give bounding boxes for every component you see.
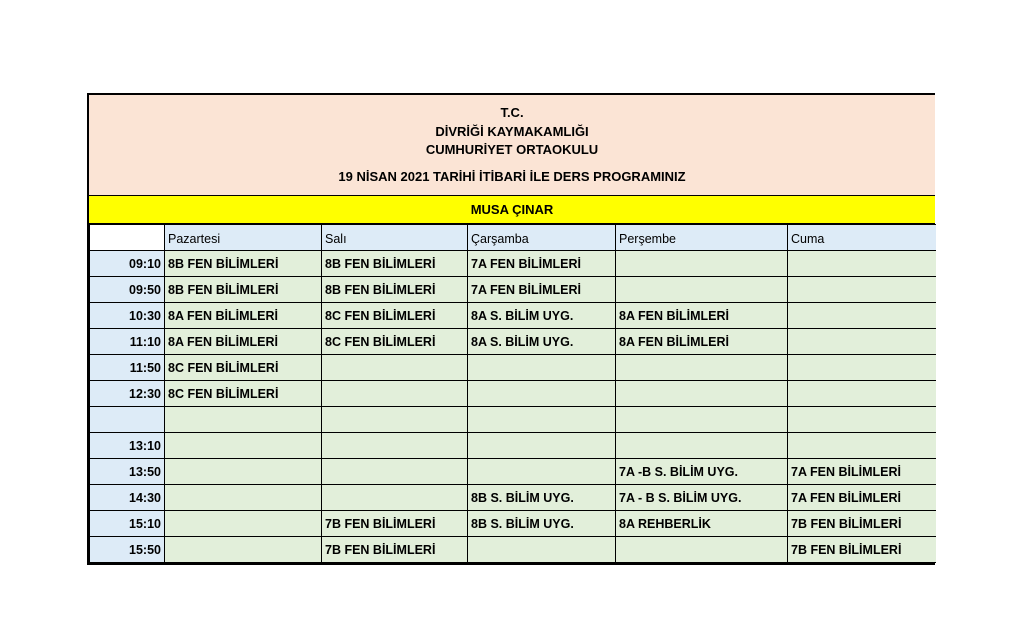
lesson-cell: 8A FEN BİLİMLERİ [165, 303, 322, 329]
lesson-cell [788, 329, 936, 355]
time-cell: 11:10 [90, 329, 165, 355]
schedule-table [89, 224, 936, 563]
lesson-cell [322, 485, 468, 511]
teacher-name: MUSA ÇINAR [89, 196, 935, 224]
schedule-sheet [87, 93, 935, 565]
lesson-cell [165, 511, 322, 537]
lesson-cell: 8A FEN BİLİMLERİ [165, 329, 322, 355]
time-cell: 15:10 [90, 511, 165, 537]
lesson-cell [322, 355, 468, 381]
lesson-cell [616, 537, 788, 563]
day-header-cell: Pazartesi [165, 225, 322, 251]
time-cell: 09:50 [90, 277, 165, 303]
table-row [90, 537, 936, 563]
lesson-cell: 8A S. BİLİM UYG. [468, 329, 616, 355]
lesson-cell: 8A FEN BİLİMLERİ [616, 303, 788, 329]
table-row [90, 303, 936, 329]
table-row [90, 407, 936, 433]
day-header-cell: Perşembe [616, 225, 788, 251]
lesson-cell: 8B FEN BİLİMLERİ [322, 251, 468, 277]
lesson-cell [165, 459, 322, 485]
lesson-cell: 7A FEN BİLİMLERİ [788, 459, 936, 485]
lesson-cell: 8B FEN BİLİMLERİ [322, 277, 468, 303]
time-cell: 09:10 [90, 251, 165, 277]
lesson-cell [165, 485, 322, 511]
lesson-cell: 8B FEN BİLİMLERİ [165, 277, 322, 303]
lesson-cell [165, 537, 322, 563]
corner-cell [90, 225, 165, 251]
lesson-cell: 8A S. BİLİM UYG. [468, 303, 616, 329]
lesson-cell: 8B S. BİLİM UYG. [468, 485, 616, 511]
header-line-school: CUMHURİYET ORTAOKULU [425, 142, 599, 157]
lesson-cell: 8B S. BİLİM UYG. [468, 511, 616, 537]
lesson-cell [788, 277, 936, 303]
time-cell: 10:30 [90, 303, 165, 329]
lesson-cell: 8A FEN BİLİMLERİ [616, 329, 788, 355]
lesson-cell [322, 407, 468, 433]
time-cell: 15:50 [90, 537, 165, 563]
lesson-cell [788, 355, 936, 381]
lesson-cell: 7A FEN BİLİMLERİ [468, 251, 616, 277]
time-cell: 12:30 [90, 381, 165, 407]
lesson-cell: 8C FEN BİLİMLERİ [322, 303, 468, 329]
table-row [90, 485, 936, 511]
day-header-cell: Salı [322, 225, 468, 251]
lesson-cell [616, 433, 788, 459]
lesson-cell [788, 251, 936, 277]
lesson-cell [468, 381, 616, 407]
lesson-cell: 8B FEN BİLİMLERİ [165, 251, 322, 277]
day-header-cell: Çarşamba [468, 225, 616, 251]
lesson-cell [616, 355, 788, 381]
header-line-tc: T.C. [500, 105, 524, 120]
lesson-cell: 7A -B S. BİLİM UYG. [616, 459, 788, 485]
day-header-row [90, 225, 936, 251]
table-row [90, 433, 936, 459]
lesson-cell [616, 251, 788, 277]
lesson-cell [165, 407, 322, 433]
lesson-cell [616, 277, 788, 303]
lesson-cell [468, 459, 616, 485]
lesson-cell [788, 381, 936, 407]
lesson-cell [468, 433, 616, 459]
table-row [90, 251, 936, 277]
lesson-cell [322, 433, 468, 459]
lesson-cell [616, 407, 788, 433]
lesson-cell: 7B FEN BİLİMLERİ [788, 537, 936, 563]
lesson-cell: 7A FEN BİLİMLERİ [468, 277, 616, 303]
lesson-cell [468, 407, 616, 433]
lesson-cell: 8C FEN BİLİMLERİ [165, 355, 322, 381]
lesson-cell [468, 355, 616, 381]
day-header-cell: Cuma [788, 225, 936, 251]
lesson-cell: 7A - B S. BİLİM UYG. [616, 485, 788, 511]
time-cell: 14:30 [90, 485, 165, 511]
lesson-cell: 7B FEN BİLİMLERİ [322, 537, 468, 563]
table-row [90, 511, 936, 537]
table-row [90, 355, 936, 381]
lesson-cell: 7A FEN BİLİMLERİ [788, 485, 936, 511]
lesson-cell [322, 381, 468, 407]
lesson-cell: 8C FEN BİLİMLERİ [322, 329, 468, 355]
table-row [90, 381, 936, 407]
time-cell: 13:10 [90, 433, 165, 459]
lesson-cell [468, 537, 616, 563]
lesson-cell [788, 407, 936, 433]
lesson-cell [616, 381, 788, 407]
schedule-header [89, 95, 935, 196]
lesson-cell: 8A REHBERLİK [616, 511, 788, 537]
lesson-cell [788, 433, 936, 459]
header-line-kaymakamlik: DİVRİĞİ KAYMAKAMLIĞI [435, 123, 589, 139]
lesson-cell: 7B FEN BİLİMLERİ [788, 511, 936, 537]
table-row [90, 459, 936, 485]
lesson-cell [788, 303, 936, 329]
lesson-cell [165, 433, 322, 459]
lesson-cell: 7B FEN BİLİMLERİ [322, 511, 468, 537]
lesson-cell: 8C FEN BİLİMLERİ [165, 381, 322, 407]
time-cell: 13:50 [90, 459, 165, 485]
header-line-date: 19 NİSAN 2021 TARİHİ İTİBARİ İLE DERS PROGRAMINIZ [338, 168, 686, 184]
time-cell [90, 407, 165, 433]
time-cell: 11:50 [90, 355, 165, 381]
table-row [90, 329, 936, 355]
lesson-cell [322, 459, 468, 485]
table-row [90, 277, 936, 303]
